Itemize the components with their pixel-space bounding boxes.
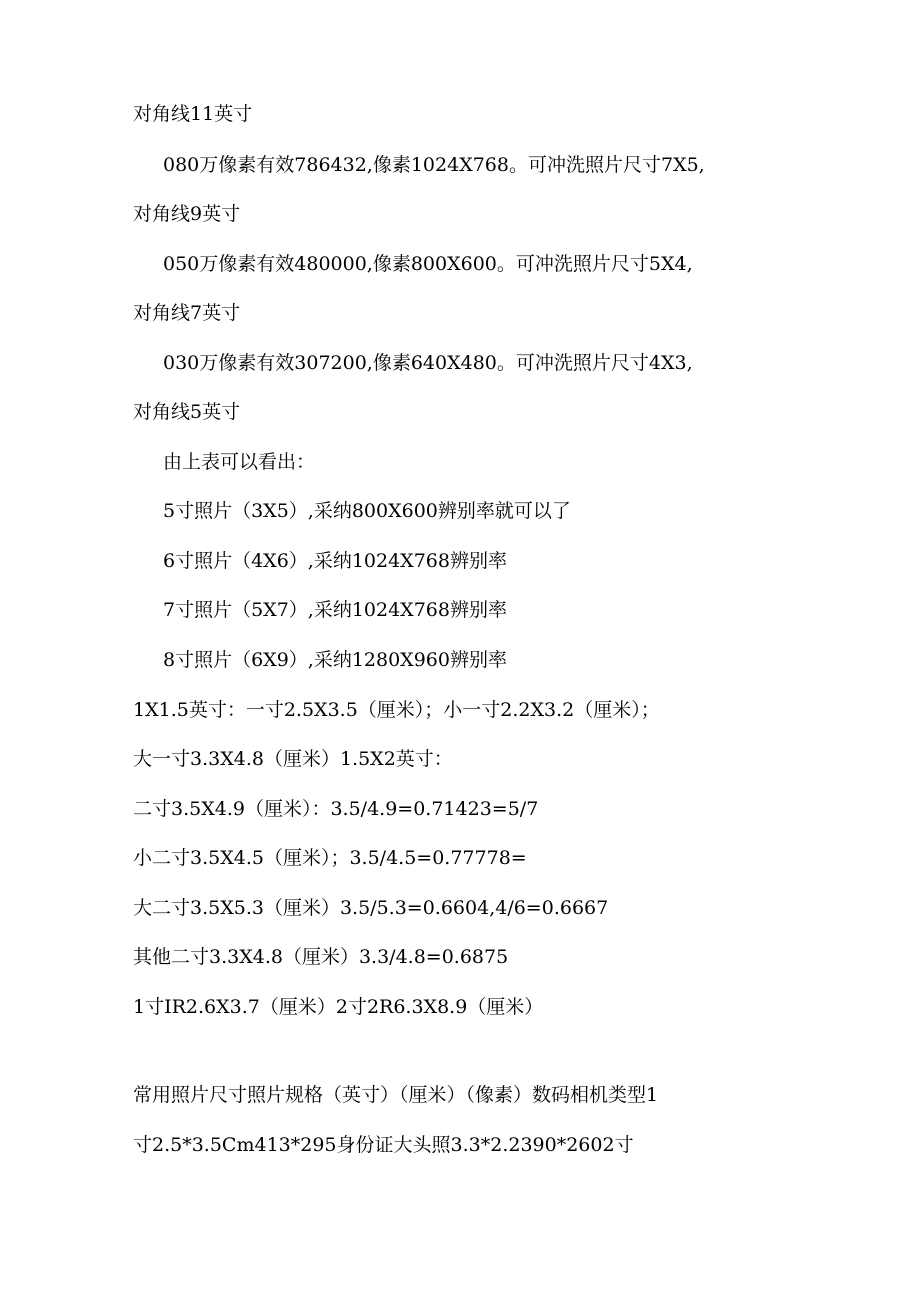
text-line: 050万像素有效480000,像素800X600。可冲洗照片尺寸5X4, [163, 253, 693, 275]
text-line: 二寸3.5X4.9（厘米）：3.5/4.9=0.71423=5/7 [133, 798, 539, 820]
text-line: 030万像素有效307200,像素640X480。可冲洗照片尺寸4X3, [163, 352, 693, 374]
text-line: 6寸照片（4X6）,采纳1024X768辨别率 [163, 550, 507, 572]
text-line: 8寸照片（6X9）,采纳1280X960辨别率 [163, 649, 507, 671]
text-line: 常用照片尺寸照片规格（英寸）（厘米）（像素）数码相机类型1 [133, 1084, 659, 1106]
text-line: 对角线5英寸 [133, 401, 241, 423]
text-line: 5寸照片（3X5）,采纳800X600辨别率就可以了 [163, 500, 571, 522]
text-line: 大一寸3.3X4.8（厘米）1.5X2英寸： [133, 748, 453, 770]
text-line: 对角线7英寸 [133, 302, 241, 324]
text-line: 1X1.5英寸：一寸2.5X3.5（厘米）；小一寸2.2X3.2（厘米）； [133, 699, 660, 721]
text-line: 由上表可以看出： [163, 451, 316, 473]
text-line: 080万像素有效786432,像素1024X768。可冲洗照片尺寸7X5, [163, 154, 705, 176]
text-line: 对角线11英寸 [133, 103, 253, 125]
text-line: 小二寸3.5X4.5（厘米）；3.5/4.5=0.77778= [133, 847, 527, 869]
text-line: 对角线9英寸 [133, 203, 241, 225]
text-line: 大二寸3.5X5.3（厘米）3.5/5.3=0.6604,4/6=0.6667 [133, 897, 609, 919]
text-line: 7寸照片（5X7）,采纳1024X768辨别率 [163, 599, 507, 621]
text-line: 其他二寸3.3X4.8（厘米）3.3/4.8=0.6875 [133, 946, 509, 968]
text-line: 寸2.5*3.5Cm413*295身份证大头照3.3*2.2390*2602寸 [133, 1134, 634, 1156]
text-line: 1寸IR2.6X3.7（厘米）2寸2R6.3X8.9（厘米） [133, 996, 544, 1018]
